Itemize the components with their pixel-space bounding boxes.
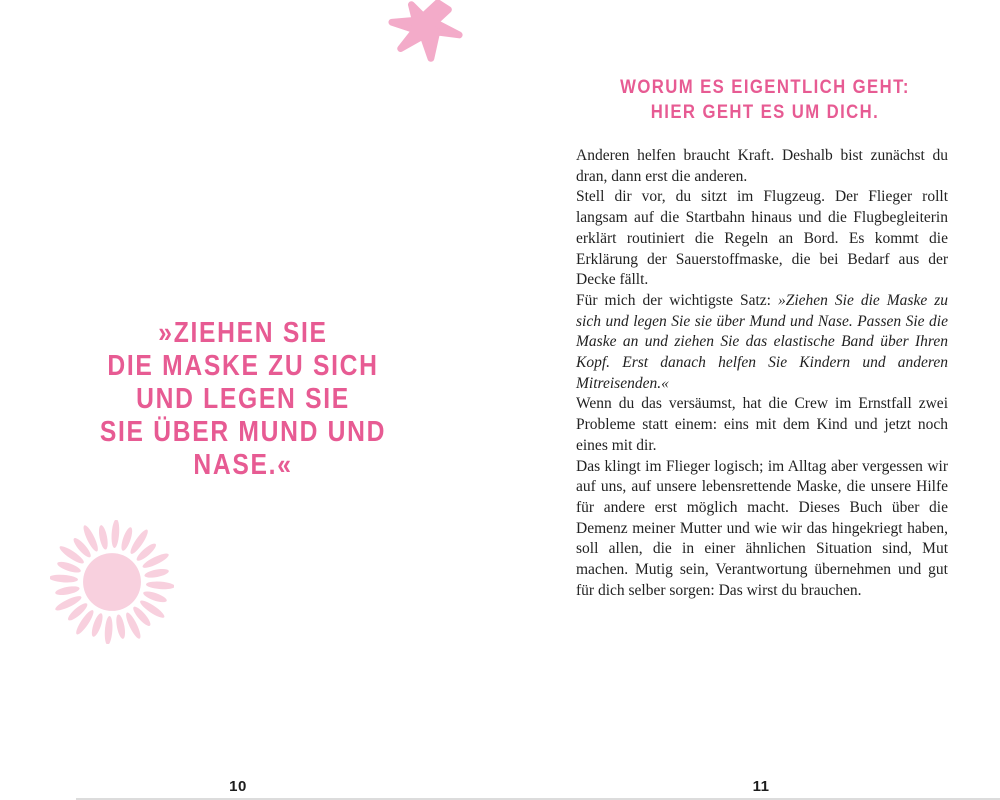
quote-line: »ZIEHEN SIE xyxy=(158,317,328,349)
pull-quote xyxy=(65,317,422,482)
body-segment: Anderen helfen braucht Kraft. Deshalb bist zunächst du dran, dann erst die anderen. xyxy=(576,147,948,185)
paragraph xyxy=(576,291,948,395)
sun-icon xyxy=(50,520,174,644)
paragraph xyxy=(576,146,948,187)
body-segment: Stell dir vor, du sitzt im Flugzeug. Der Flieger rollt langsam auf die Startbahn hinaus und die Flugbegleiterin erklärt routiniert die Regeln an Bord. Es kommt die Erklärung der Sauerstoffmaske, die bei Bedarf aus der Decke fällt. xyxy=(576,188,948,289)
body-segment: Das klingt im Flieger logisch; im Alltag aber vergessen wir auf uns, auf unsere lebensrettende Maske, die unsere Hilfe für andere erst möglich macht. Dieses Buch über die Demenz meiner Mutter und wie wir das hingekriegt haben, soll allen, die in einer ähnlichen Situation sind, Mut machen. Mutig sein, Verantwortung übernehmen und gut für dich selber sorgen: Das wirst du brauchen. xyxy=(576,457,948,599)
paragraph xyxy=(576,187,948,291)
right-page xyxy=(500,0,1000,800)
chapter-heading xyxy=(580,75,950,125)
body-segment: Wenn du das versäumst, hat die Crew im Ernstfall zwei Probleme statt einem: eins mit dem Kind und jetzt noch eines mit dir. xyxy=(576,395,948,454)
page-number-right: 11 xyxy=(752,778,770,795)
quote-line: DIE MASKE ZU SICH xyxy=(107,350,379,382)
heading-line: WORUM ES EIGENTLICH GEHT: xyxy=(620,77,910,98)
heading-line: HIER GEHT ES UM DICH. xyxy=(650,102,880,123)
page-number-left: 10 xyxy=(229,778,247,795)
quote-line: NASE.« xyxy=(193,449,293,481)
paragraph xyxy=(576,457,948,602)
quote-line: SIE ÜBER MUND UND xyxy=(99,416,387,448)
star-icon xyxy=(388,0,466,64)
quoted-italic-text: »Ziehen Sie die Maske zu sich und legen Sie sie über Mund und Nase. Passen Sie die Maske an und ziehen Sie das elastische Band über Ihren Kopf. Erst danach helfen Sie Kindern und anderen Mitreisenden.« xyxy=(576,291,948,392)
paragraph xyxy=(576,394,948,456)
body-text xyxy=(576,146,948,601)
quote-line: UND LEGEN SIE xyxy=(136,383,350,415)
body-segment: Für mich der wichtigste Satz: xyxy=(576,291,778,309)
